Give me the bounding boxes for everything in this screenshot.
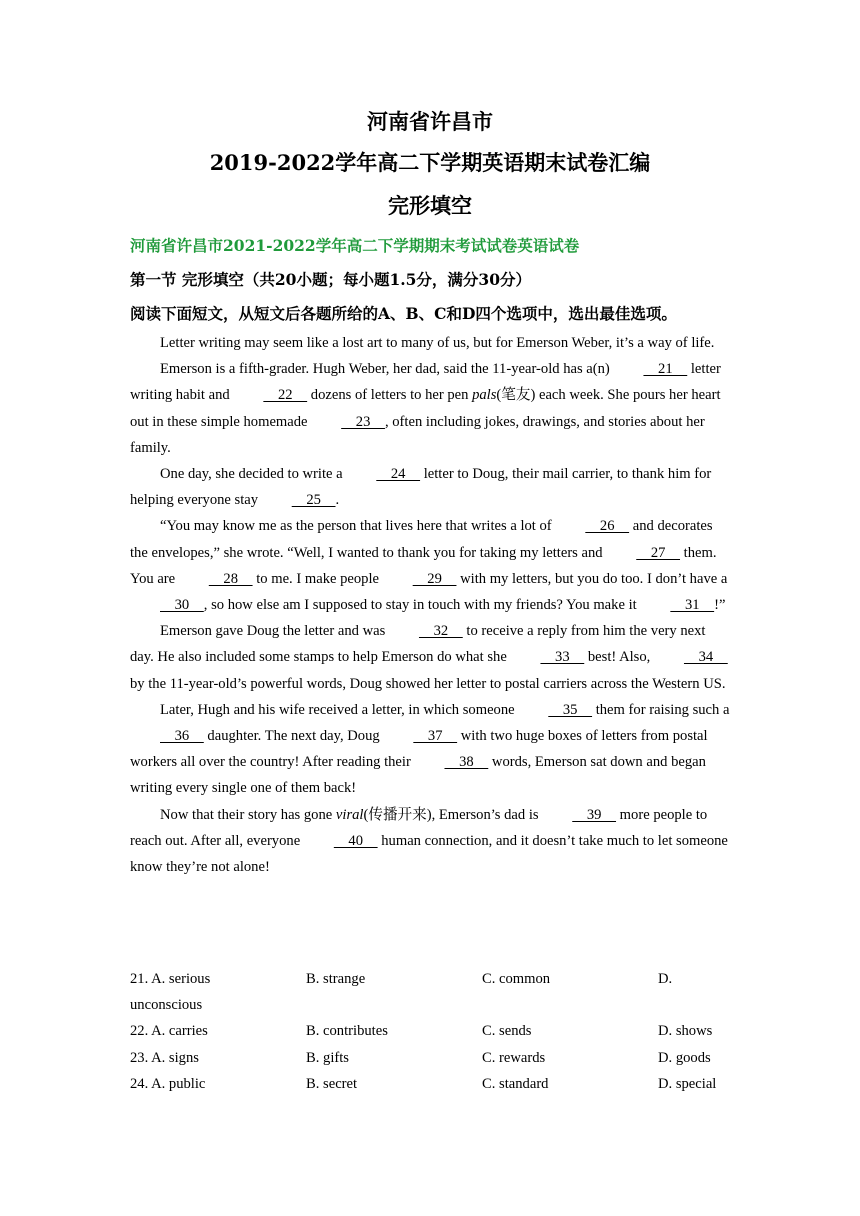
cloze-blank: 27: [636, 544, 681, 561]
cloze-blank: 40: [333, 832, 378, 849]
passage-text: One day, she decided to write a: [160, 466, 347, 483]
cloze-blank: 31: [670, 597, 715, 614]
passage-text: dozens of letters to her pen: [307, 387, 473, 404]
passage-text: !”: [714, 597, 726, 614]
italic-term: pals: [472, 387, 497, 404]
option-d: D. goods: [658, 1049, 711, 1066]
question-row: [130, 966, 730, 1018]
doc-title-region: 河南省许昌市: [367, 109, 493, 134]
passage-text: daughter. The next day, Doug: [203, 728, 384, 745]
option-c: C. standard: [482, 1075, 549, 1092]
cloze-blank: 30: [160, 597, 204, 614]
passage-paragraph: [130, 697, 730, 802]
cloze-passage: [130, 330, 730, 880]
option-c: C. common: [482, 971, 551, 987]
passage-text: , so how else am I supposed to stay in touch with my friends? You make it: [203, 597, 641, 614]
option-b: B. contributes: [306, 1023, 388, 1040]
cloze-blank: 34: [683, 649, 728, 666]
cloze-blank: 36: [160, 728, 204, 745]
source-title: 河南省许昌市2021-2022学年高二下学期期末考试试卷英语试卷: [130, 236, 580, 255]
passage-text: by the 11-year-old’s powerful words, Doug showed her letter to postal carriers across the Western US.: [130, 675, 726, 692]
cloze-blank: 32: [418, 623, 463, 640]
passage-text: letter to Doug, their mail carrier, to thank him for helping everyone stay: [130, 466, 712, 509]
option-b: B. gifts: [306, 1049, 349, 1066]
option-a: 24. A. public: [130, 1075, 206, 1092]
instruction: 阅读下面短文，从短文后各题所给的A、B、C和D四个选项中，选出最佳选项。: [130, 304, 677, 323]
option-b: B. secret: [306, 1075, 358, 1092]
passage-paragraph: [130, 461, 730, 513]
cloze-blank: 37: [413, 728, 458, 745]
cloze-blank: 38: [444, 754, 489, 771]
doc-title-type: 完形填空: [388, 193, 472, 218]
question-row: [130, 1045, 730, 1071]
option-a: 23. A. signs: [130, 1049, 199, 1066]
cloze-blank: 39: [572, 806, 617, 823]
passage-text: Now that their story has gone: [160, 806, 336, 823]
passage-text: Letter writing may seem like a lost art to many of us, but for Emerson Weber, it’s a way of life.: [160, 335, 715, 351]
cloze-blank: 29: [412, 570, 457, 587]
question-row: [130, 1018, 730, 1044]
cloze-blank: 25: [291, 492, 336, 509]
passage-text: more people to reach out. After all, everyone: [130, 806, 708, 849]
cloze-blank: 21: [643, 361, 688, 378]
question-row: [130, 1071, 730, 1097]
passage-text: letter writing habit and: [130, 361, 721, 404]
cloze-blank: 33: [540, 649, 585, 666]
option-c: C. sends: [482, 1023, 532, 1040]
passage-text: Emerson is a fifth-grader. Hugh Weber, her dad, said the 11-year-old has a(n): [160, 361, 614, 378]
cloze-blank: 24: [376, 466, 421, 483]
option-a: 22. A. carries: [130, 1023, 208, 1040]
passage-text: (传播开来), Emerson’s dad is: [363, 806, 543, 823]
passage-text: with my letters, but you do too. I don’t have a: [456, 570, 728, 587]
cloze-blank: 28: [208, 570, 253, 587]
passage-text: , often including jokes, drawings, and stories about her family.: [130, 413, 705, 456]
passage-paragraph: [130, 802, 730, 881]
question-options: [130, 966, 730, 1097]
passage-paragraph: [130, 618, 730, 697]
cloze-blank: 22: [263, 387, 308, 404]
passage-text: best! Also,: [584, 649, 654, 666]
passage-text: them for raising such a: [592, 701, 730, 718]
part-heading: 第一节 完形填空（共20小题；每小题1.5分，满分30分）: [130, 270, 532, 289]
option-c: C. rewards: [482, 1049, 546, 1066]
passage-text: and decorates the envelopes,” she wrote. “Well, I wanted to thank you for taking my letters and: [130, 518, 713, 561]
option-d-continued: unconscious: [130, 997, 203, 1014]
option-a: 21. A. serious: [130, 971, 211, 987]
passage-text: to me. I make people: [252, 570, 383, 587]
passage-text: with two huge boxes of letters from postal workers all over the country! After reading their: [130, 728, 708, 771]
passage-text: Later, Hugh and his wife received a letter, in which someone: [160, 701, 519, 718]
cloze-blank: 23: [341, 413, 385, 430]
passage-text: “You may know me as the person that lives here that writes a lot of: [160, 518, 556, 535]
passage-text: (笔友) each week. She pours her heart out in these simple homemade: [130, 387, 721, 430]
passage-text: Emerson gave Doug the letter and was: [160, 623, 389, 640]
option-d: D. special: [658, 1075, 717, 1092]
passage-paragraph: [130, 356, 730, 461]
passage-text: .: [335, 492, 340, 509]
option-b: B. strange: [306, 971, 366, 987]
italic-term: viral: [335, 806, 364, 823]
passage-paragraph: [130, 513, 730, 618]
passage-text: human connection, and it doesn’t take much to let someone know they’re not alone!: [130, 832, 728, 876]
passage-text: words, Emerson sat down and began writing every single one of them back!: [130, 754, 706, 797]
doc-title-exam: 2019-2022学年高二下学期英语期末试卷汇编: [209, 150, 651, 175]
cloze-blank: 35: [548, 701, 593, 718]
passage-text: to receive a reply from him the very next day. He also included some stamps to help Emerson do what she: [130, 623, 706, 666]
passage-text: them. You are: [130, 544, 717, 587]
cloze-blank: 26: [585, 518, 630, 535]
option-d: D. shows: [658, 1023, 713, 1040]
passage-paragraph: [130, 330, 730, 356]
option-d: D.: [658, 971, 673, 987]
